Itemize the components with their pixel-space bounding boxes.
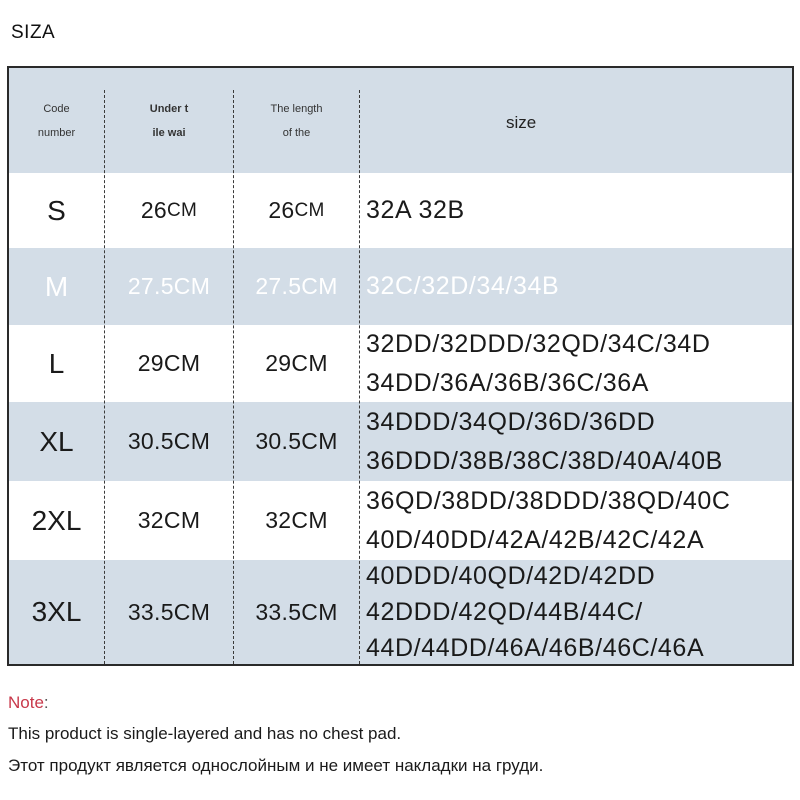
header-underbust	[105, 68, 233, 173]
note-english: This product is single-layered and has no chest pad.	[8, 724, 402, 743]
size-line: 34DDD/34QD/36D/36DD	[366, 407, 656, 436]
underbust-value	[105, 248, 233, 325]
size-line: 44D/44DD/46A/46B/46C/46A	[366, 634, 705, 662]
value: 32	[137, 507, 164, 533]
size-line: 34DD/36A/36B/36C/36A	[366, 368, 650, 397]
header-size: size	[506, 113, 537, 132]
bra-sizes	[361, 173, 788, 248]
value: 27.5	[255, 273, 302, 299]
size-line: 36DDD/38B/38C/38D/40A/40B	[366, 446, 723, 475]
header-under-line1: Under t	[149, 102, 189, 115]
underbust-value	[105, 173, 233, 248]
length-value	[234, 248, 359, 325]
value: 33.5	[255, 598, 302, 625]
underbust-value	[105, 560, 233, 664]
size-line: 36QD/38DD/38DDD/38QD/40C	[366, 486, 731, 515]
underbust-value	[105, 325, 233, 402]
underbust-value	[105, 481, 233, 560]
column-divider	[104, 90, 105, 664]
unit: CM	[294, 199, 325, 221]
column-divider	[359, 90, 360, 664]
size-code: M	[44, 270, 69, 302]
unit: CM	[163, 507, 201, 533]
value: 26	[140, 197, 168, 223]
value: 30.5	[127, 428, 174, 454]
unit: CM	[291, 350, 328, 376]
value: 30.5	[255, 428, 302, 454]
unit: CM	[301, 598, 338, 625]
table-row-2xl	[9, 481, 792, 560]
bra-sizes	[361, 325, 788, 402]
size-line: 40D/40DD/42A/42B/42C/42A	[366, 525, 705, 554]
size-line: 32C/32D/34/34B	[366, 272, 560, 300]
underbust-value	[105, 402, 233, 481]
size-code: 2XL	[31, 504, 82, 536]
header-code-number	[9, 68, 104, 173]
table-row-s	[9, 173, 792, 248]
column-divider	[233, 90, 234, 664]
table-row-xl	[9, 402, 792, 481]
unit: CM	[173, 273, 211, 299]
bra-sizes	[361, 481, 788, 560]
bra-sizes	[361, 248, 788, 325]
table-row-3xl	[9, 560, 792, 664]
unit: CM	[291, 507, 328, 533]
table-header-row	[9, 68, 792, 173]
size-code: XL	[39, 425, 74, 457]
size-line: 32A 32B	[366, 196, 465, 224]
unit: CM	[173, 428, 211, 454]
size-code: 3XL	[31, 596, 82, 627]
value: 29	[265, 350, 292, 376]
unit: CM	[301, 428, 338, 454]
length-value	[234, 481, 359, 560]
header-code-line2: number	[37, 126, 76, 139]
value: 33.5	[127, 598, 174, 625]
unit: CM	[167, 199, 198, 221]
header-length-line1: The length	[270, 102, 323, 115]
size-line: 42DDD/42QD/44B/44C/	[366, 598, 643, 626]
size-line: 32DD/32DDD/32QD/34C/34D	[366, 329, 711, 358]
note-label	[8, 693, 49, 713]
bra-sizes	[361, 402, 788, 481]
header-under-line2: ile wai	[152, 126, 186, 139]
unit: CM	[301, 273, 338, 299]
size-chart-table	[7, 66, 794, 666]
note-colon: :	[43, 693, 49, 712]
header-length	[234, 68, 359, 173]
length-value	[234, 173, 359, 248]
length-value	[234, 325, 359, 402]
value: 26	[268, 197, 295, 223]
table-row-m	[9, 248, 792, 325]
table-row-l	[9, 325, 792, 402]
unit: CM	[173, 598, 211, 625]
value: 32	[265, 507, 292, 533]
header-length-line2: of the	[282, 126, 311, 139]
bra-sizes	[361, 560, 788, 664]
header-code-line1: Code	[43, 102, 70, 115]
size-line: 40DDD/40QD/42D/42DD	[366, 562, 656, 590]
note-label-text: Note	[8, 693, 44, 712]
size-code: L	[48, 347, 65, 379]
value: 29	[137, 350, 164, 376]
unit: CM	[163, 350, 201, 376]
value: 27.5	[127, 273, 174, 299]
page-title: SIZA	[11, 22, 56, 43]
length-value	[234, 402, 359, 481]
size-code: S	[47, 194, 66, 226]
length-value	[234, 560, 359, 664]
note-russian: Этот продукт является однослойным и не имеет накладки на груди.	[8, 756, 544, 775]
